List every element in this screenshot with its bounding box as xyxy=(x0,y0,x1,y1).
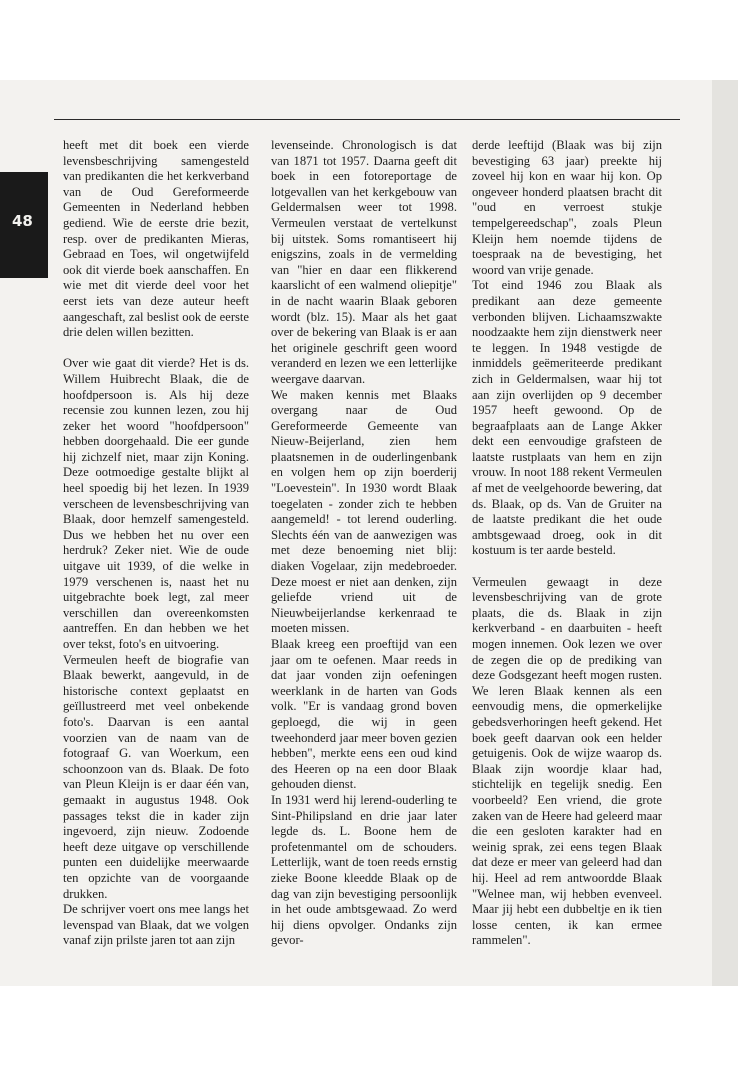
paragraph: levenseinde. Chronologisch is dat van 1871 tot 1957. Daarna geeft dit boek in een fotoreportage de lotgevallen van het kerkgebouw van Geldermalsen weer tot 1998. Vermeulen verstaat de vertelkunst bij uitstek. Soms romantiseert hij enigszins, zoals in de vermelding van "hier en daar een flikkerend kaarslicht of een walmend oliepitje" in de nacht waarin Blaak geboren wordt (blz. 15). Maar als het gaat over de bekering van Blaak is er aan het originele geschrift geen woord veranderd en lezen we een letterlijke weergave daarvan. xyxy=(271,138,457,386)
text-column-2 xyxy=(271,138,457,949)
text-column-3 xyxy=(472,138,662,949)
paragraph: Tot eind 1946 zou Blaak als predikant aan deze gemeente verbonden blijven. Lichaamszwakte noodzaakte hem zijn dienstwerk neer te leggen. In 1948 vestigde de inmiddels geëmeriteerde predikant zich in Geldermalsen, waar hij tot aan zijn overlijden op 9 december 1957 heeft gewoond. Op de begraafplaats aan de Lange Akker dekt een eenvoudige grafsteen de laatste rustplaats van hem en zijn vrouw. In noot 188 rekent Vermeulen af met de veelgehoorde bewering, dat ds. Blaak, op ds. Van de Gruiter na de laatste predikant die het oude ambtsgewaad droeg, ook in dit kostuum is ter aarde besteld. xyxy=(472,278,662,558)
paragraph: Vermeulen heeft de biografie van Blaak bewerkt, aangevuld, in de historische context geplaatst en geïllustreerd met veel onbekende foto's. Daarvan is een aantal voorzien van de naam van de fotograaf G. van Woerkum, een schoonzoon van ds. Blaak. De foto van Pleun Kleijn is er daar één van, gemaakt in augustus 1948. Ook passages tekst die in kader zijn ingevoerd, zijn nieuw. Zodoende heeft deze uitgave op verschillende punten een duidelijke meerwaarde ten opzichte van de voorgaande drukken. xyxy=(63,652,249,901)
next-page-edge xyxy=(712,80,738,986)
paragraph: Over wie gaat dit vierde? Het is ds. Willem Huibrecht Blaak, die de hoofdpersoon is. Als hij deze recensie zou kunnen lezen, zou hij zeker het woord "hoofdpersoon" hebben doorgehaald. Die eer gunde hij zichzelf niet, maar zijn Koning. Deze ootmoedige gestalte blijkt al heel spoedig bij het lezen. In 1939 verscheen de levensbeschrijving van Blaak, door hemzelf samengesteld. Dus we hebben het nu over een herdruk? Zeker niet. Wie de oude uitgave uit 1939, of die welke in 1979 verschenen is, naast het nu uitgebrachte boek legt, zal meer verschillen dan overeenkomsten aantreffen. En dan hebben we het over tekst, foto's en uitvoering. xyxy=(63,356,249,651)
paragraph: Blaak kreeg een proeftijd van een jaar om te oefenen. Maar reeds in dat jaar vonden zijn oefeningen weerklank in de harten van Gods volk. "Er is vandaag grond boven geploegd, die wij in geen tweehonderd jaar meer boven gezien hebben", merkte eens een oud kind des Heeren op na een door Blaak gehouden dienst. xyxy=(271,637,457,792)
paragraph: In 1931 werd hij lerend-ouderling te Sint-Philipsland en drie jaar later legde ds. L. Boone hem de profetenmantel om de schouders. Letterlijk, want de toen reeds ernstig zieke Boone kleedde Blaak op de dag van zijn bevestiging persoonlijk in het oude ambtsgewaad. Zo werd hij diens opvolger. Ondanks zijn gevor- xyxy=(271,792,457,948)
paragraph: De schrijver voert ons mee langs het levenspad van Blaak, dat we volgen vanaf zijn prilste jaren tot aan zijn xyxy=(63,902,249,948)
text-column-1 xyxy=(63,138,249,949)
paragraph: Vermeulen gewaagt in deze levensbeschrijving van de grote plaats, die ds. Blaak in zijn kerkverband - en daarbuiten - heeft mogen innemen. Ook lezen we over de zegen die op de prediking van deze Godsgezant heeft mogen rusten. We leren Blaak kennen als een eenvoudig mens, die opmerkelijke gebedsverhoringen heeft gekend. Het boek geeft daarvan ook een helder getuigenis. Ook de wijze waarop ds. Blaak zijn woordje klaar had, stichtelijk en tegelijk snedig. Een voorbeeld? Een vriend, die grote zaken van de Heere had geleerd maar die een gesloten karakter had en weinig sprak, zei eens tegen Blaak dat deze er meer van geleerd had dan hij. Heel ad rem antwoordde Blaak "Welnee man, wij hebben evenveel. Maar jij hebt een dubbeltje en ik tien losse centen, ik kan ermee rammelen". xyxy=(472,574,662,948)
page-number: 48 xyxy=(12,212,33,230)
paragraph: derde leeftijd (Blaak was bij zijn bevestiging 63 jaar) preekte hij zoveel hij kon en waar hij kon. Op ongeveer honderd plaatsen bracht dit "oud en verroest stukje tempelgereedschap", zoals Pleun Kleijn hem noemde tijdens de toespraak na de bevestiging, het woord van vrije genade. xyxy=(472,138,662,277)
paragraph: heeft met dit boek een vierde levensbeschrijving samengesteld van predikanten die het kerkverband van de Oud Gereformeerde Gemeenten in Nederland hebben gediend. Wie de eerste drie bezit, resp. over de predikanten Mieras, Gebraad en Toes, wil ongetwijfeld ook dit vierde boek aanschaffen. En wie met dit vierde deel voor het eerst iets van deze auteur heeft aangeschaft, zal beslist ook de eerste drie delen willen bezitten. xyxy=(63,138,249,340)
header-rule xyxy=(54,119,680,120)
paragraph: We maken kennis met Blaaks overgang naar de Oud Gereformeerde Gemeente van Nieuw-Beijerland, zien hem plaatsnemen in de ouderlingenbank en volgen hem op zijn boerderij "Loevestein". In 1930 wordt Blaak toegelaten - zonder zich te hebben aangemeld! - tot lerend ouderling. Slechts één van de aanwezigen was met deze benoeming niet blij: diaken Vogelaar, zijn medebroeder. Deze moest er niet aan denken, zijn geliefde vriend uit de Nieuwbeijerlandse kerkenraad te moeten missen. xyxy=(271,387,457,636)
